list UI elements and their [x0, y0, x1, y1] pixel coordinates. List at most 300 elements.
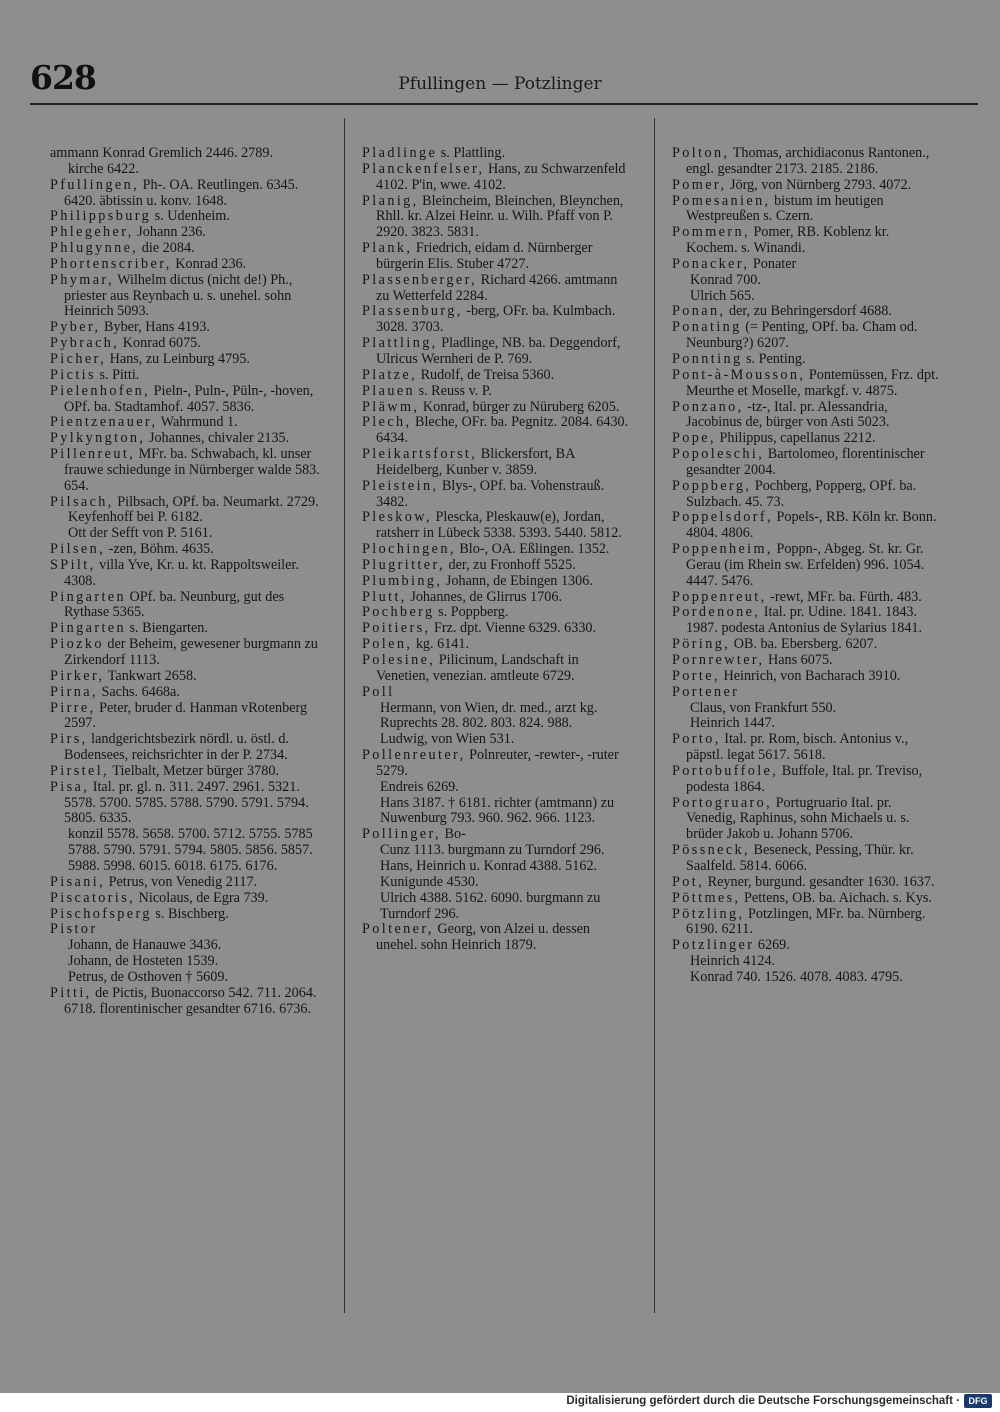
entry-headword: Pilsen,: [50, 541, 106, 558]
entry-text: Poppn-, Abgeg. St. kr. Gr. Gerau (im Rhein sw. Erfelden) 996. 1054. 4447. 5476.: [686, 541, 925, 589]
entry-headword: Pictis: [50, 366, 96, 383]
index-column-2: [362, 146, 634, 954]
index-entry: [672, 875, 944, 891]
entry-text: Petrus, de Osthoven † 5609.: [68, 968, 228, 985]
entry-text: Hans 3187. † 6181. richter (amtmann) zu Nuwenburg 793. 960. 962. 966. 1123.: [380, 794, 615, 827]
entry-text: OPf. ba. Neunburg, gut des Rythase 5365.: [64, 588, 285, 621]
entry-text: s. Penting.: [742, 350, 806, 367]
index-entry: [50, 732, 322, 764]
entry-text: Thomas, archidiaconus Rantonen., engl. gesandter 2173. 2185. 2186.: [686, 145, 930, 177]
entry-text: Bo-: [441, 826, 466, 843]
index-entry: [362, 304, 634, 336]
index-entry: [362, 891, 634, 923]
entry-headword: Poll: [362, 683, 395, 700]
index-entry: [50, 273, 322, 321]
index-entry: [362, 653, 634, 685]
entry-text: Johann, de Hanauwe 3436.: [68, 937, 222, 954]
index-entry: [50, 495, 322, 511]
entry-headword: Pollenreuter,: [362, 747, 466, 764]
index-entry: [672, 194, 944, 226]
entry-text: Johannes, de Glirrus 1706.: [406, 588, 563, 605]
entry-headword: Pordenone,: [672, 604, 761, 621]
entry-headword: Phlugynne,: [50, 240, 139, 257]
entry-text: Blo-, OA. Eßlingen. 1352.: [455, 541, 610, 558]
entry-headword: Ponacker,: [672, 255, 750, 272]
index-entry: [50, 954, 322, 970]
entry-headword: Plugritter,: [362, 556, 445, 573]
index-entry: [50, 162, 322, 178]
index-entry: [362, 510, 634, 542]
entry-headword: Pope,: [672, 430, 716, 447]
index-entry: [362, 146, 634, 162]
index-entry: [50, 542, 322, 558]
entry-headword: Phymar,: [50, 271, 114, 288]
index-entry: [362, 780, 634, 796]
entry-text: Plescka, Pleskauw(e), Jordan, ratsherr in Lübeck 5338. 5393. 5440. 5812.: [376, 509, 622, 542]
index-entry: [672, 447, 944, 479]
entry-text: MFr. ba. Schwabach, kl. unser frauwe schiedunge in Nürnberger walde 583. 654.: [64, 446, 320, 494]
index-entry: [50, 510, 322, 526]
entry-text: Endreis 6269.: [380, 778, 459, 795]
index-entry: [50, 764, 322, 780]
entry-headword: Ponan,: [672, 303, 726, 320]
entry-text: Pochberg, Popperg, OPf. ba. Sulzbach. 45. 73.: [686, 477, 917, 510]
entry-text: Reyner, burgund. gesandter 1630. 1637.: [704, 873, 935, 890]
entry-text: -rewt, MFr. ba. Fürth. 483.: [766, 588, 922, 605]
index-entry: [672, 954, 944, 970]
entry-headword: Pilsach,: [50, 493, 114, 510]
index-entry: [50, 415, 322, 431]
entry-headword: Philippsburg: [50, 208, 152, 225]
entry-text: Petrus, von Venedig 2117.: [105, 873, 258, 890]
entry-text: Pilicinum, Landschaft in Venetien, venezian. amtleute 6729.: [376, 652, 579, 684]
entry-text: der, zu Behringersdorf 4688.: [725, 303, 892, 320]
index-entry: [50, 590, 322, 622]
entry-headword: Plumbing,: [362, 572, 443, 589]
entry-headword: Picher,: [50, 350, 107, 367]
index-entry: [362, 922, 634, 954]
entry-text: Blickersfort, BA Heidelberg, Kunber v. 3859.: [376, 446, 575, 478]
entry-text: Wahrmund 1.: [157, 414, 238, 431]
index-entry: [50, 209, 322, 225]
index-entry: [50, 827, 322, 875]
entry-headword: Polton,: [672, 145, 730, 161]
entry-headword: Pommern,: [672, 224, 750, 241]
entry-text: -berg, OFr. ba. Kulmbach. 3028. 3703.: [376, 303, 616, 336]
entry-text: Cunz 1113. burgmann zu Turndorf 296.: [380, 842, 605, 859]
entry-headword: Ponnting: [672, 350, 743, 367]
entry-text: Polnreuter, -rewter-, -ruter 5279.: [376, 747, 619, 779]
entry-headword: Pössneck,: [672, 842, 750, 859]
index-entry: [362, 336, 634, 368]
entry-text: s. Plattling.: [437, 145, 505, 161]
entry-headword: Plauen: [362, 382, 416, 399]
index-entry: [50, 526, 322, 542]
entry-text: Bartolomeo, florentinischer gesandter 2004.: [686, 446, 925, 478]
index-entry: [362, 701, 634, 733]
entry-text: s. Bischberg.: [151, 905, 229, 922]
entry-headword: Polen,: [362, 636, 413, 653]
index-entry: [672, 590, 944, 606]
entry-headword: Polesine,: [362, 652, 436, 668]
entry-text: de Pictis, Buonaccorso 542. 711. 2064. 6718. florentinischer gesandter 6716. 6736.: [64, 984, 317, 1017]
index-entry: [362, 827, 634, 843]
index-entry: [50, 701, 322, 733]
entry-headword: Pirker,: [50, 667, 105, 684]
entry-headword: Pomesanien,: [672, 192, 771, 209]
index-entry: [672, 542, 944, 590]
entry-headword: Pleikartsforst,: [362, 446, 478, 463]
entry-headword: Pöring,: [672, 636, 731, 653]
index-entry: [50, 431, 322, 447]
entry-text: bistum im heutigen Westpreußen s. Czern.: [686, 192, 884, 225]
entry-text: der, zu Fronhoff 5525.: [444, 556, 576, 573]
entry-headword: Phortenscriber,: [50, 255, 172, 272]
index-entry: [672, 605, 944, 637]
entry-headword: Pistor: [50, 921, 98, 938]
index-entry: [672, 479, 944, 511]
entry-text: 6269.: [754, 937, 790, 954]
index-entry: [50, 637, 322, 669]
entry-text: Claus, von Frankfurt 550.: [690, 699, 837, 716]
index-entry: [672, 701, 944, 717]
index-entry: [362, 447, 634, 479]
entry-headword: Platze,: [362, 366, 418, 383]
index-entry: [672, 669, 944, 685]
entry-text: Kunigunde 4530.: [380, 873, 479, 890]
index-entry: [362, 732, 634, 748]
entry-text: Popels-, RB. Köln kr. Bonn. 4804. 4806.: [686, 509, 937, 542]
index-entry: [672, 304, 944, 320]
index-entry: [50, 384, 322, 416]
index-entry: [672, 257, 944, 273]
index-entry: [362, 162, 634, 194]
entry-text: Johann, de Hosteten 1539.: [68, 953, 219, 970]
entry-headword: Pirre,: [50, 699, 96, 716]
entry-text: Ulrich 4388. 5162. 6090. burgmann zu Turndorf 296.: [380, 889, 601, 922]
entry-text: die 2084.: [138, 240, 195, 257]
entry-headword: Plank,: [362, 240, 413, 257]
index-entry: [672, 289, 944, 305]
entry-text: Hans 6075.: [764, 652, 833, 668]
entry-headword: Piozko: [50, 636, 104, 653]
index-entry: [50, 225, 322, 241]
header-rule: [30, 103, 978, 105]
entry-headword: Pfullingen,: [50, 176, 140, 193]
index-entry: [50, 178, 322, 210]
index-entry: [672, 368, 944, 400]
entry-text: der Beheim, gewesener burgmann zu Zirkendorf 1113.: [64, 636, 318, 668]
index-entry: [362, 590, 634, 606]
entry-text: Ulrich 565.: [690, 287, 755, 304]
index-entry: [362, 558, 634, 574]
entry-text: s. Poppberg.: [434, 604, 509, 621]
entry-headword: Pomer,: [672, 176, 727, 193]
entry-text: Tielbalt, Metzer bürger 3780.: [109, 762, 279, 779]
entry-text: s. Udenheim.: [151, 208, 230, 225]
entry-text: Tankwart 2658.: [104, 667, 197, 684]
footer-credit: Digitalisierung gefördert durch die Deutsche Forschungsgemeinschaft ·: [566, 1395, 960, 1407]
entry-headword: Pirs,: [50, 731, 88, 748]
index-entry: [672, 273, 944, 289]
index-entry: [672, 400, 944, 432]
entry-headword: Popoleschi,: [672, 446, 765, 463]
index-entry: [672, 352, 944, 368]
page-number: 628: [30, 58, 96, 97]
index-entry: [672, 510, 944, 542]
entry-headword: Pladlinge: [362, 145, 438, 161]
entry-headword: Poppenreut,: [672, 588, 767, 605]
index-entry: [362, 194, 634, 242]
entry-headword: Poppenheim,: [672, 541, 773, 558]
entry-text: Beseneck, Pessing, Thür. kr. Saalfeld. 5814. 6066.: [686, 842, 914, 874]
index-entry: [672, 653, 944, 669]
entry-text: (= Penting, OPf. ba. Cham od. Neunburg?) 6207.: [686, 319, 918, 352]
entry-headword: Pitti,: [50, 984, 92, 1001]
entry-text: Philippus, capellanus 2212.: [715, 430, 876, 447]
entry-text: Rudolf, de Treisa 5360.: [417, 366, 555, 383]
index-entry: [362, 415, 634, 447]
entry-headword: Planig,: [362, 192, 419, 209]
entry-text: Peter, bruder d. Hanman vRotenberg 2597.: [64, 699, 308, 732]
entry-headword: Poitiers,: [362, 620, 431, 637]
index-entry: [50, 669, 322, 685]
index-entry: [362, 605, 634, 621]
index-entry: [50, 447, 322, 495]
entry-headword: Pont-à-Mousson,: [672, 366, 806, 383]
index-entry: [50, 352, 322, 368]
entry-text: -zen, Böhm. 4635.: [105, 541, 214, 558]
entry-text: Ludwig, von Wien 531.: [380, 731, 515, 748]
index-entry: [362, 859, 634, 875]
index-entry: [50, 241, 322, 257]
entry-headword: Pylkyngton,: [50, 430, 146, 447]
entry-headword: Ponzano,: [672, 398, 744, 415]
index-entry: [362, 796, 634, 828]
entry-headword: Poppberg,: [672, 477, 752, 494]
entry-headword: Pyber,: [50, 319, 101, 336]
index-entry: [672, 732, 944, 764]
index-entry: [672, 146, 944, 178]
index-entry: [362, 400, 634, 416]
entry-text: Pieln-, Puln-, Püln-, -hoven, OPf. ba. Stadtamhof. 4057. 5836.: [64, 382, 314, 415]
entry-headword: Pybrach,: [50, 335, 120, 352]
index-entry: [362, 875, 634, 891]
index-entry: [50, 907, 322, 923]
entry-headword: Pillenreut,: [50, 446, 136, 463]
entry-headword: Pirna,: [50, 683, 98, 700]
index-entry: [50, 875, 322, 891]
entry-headword: Plochingen,: [362, 541, 456, 558]
entry-headword: Plech,: [362, 414, 412, 431]
index-entry: [362, 241, 634, 273]
entry-headword: Portogruaro,: [672, 794, 773, 811]
index-entry: [362, 574, 634, 590]
dfg-logo-icon: DFG: [964, 1394, 992, 1408]
entry-text: Friedrich, eidam d. Nürnberger bürgerin Elis. Stuber 4727.: [376, 240, 593, 272]
entry-headword: Pischofsperg: [50, 905, 152, 922]
column-divider: [344, 118, 345, 1313]
entry-text: Pontemüssen, Frz. dpt. Meurthe et Moselle, markgf. v. 4875.: [686, 366, 939, 399]
entry-headword: Pornrewter,: [672, 652, 765, 668]
index-entry: [672, 637, 944, 653]
entry-text: -tz-, Ital. pr. Alessandria, Jacobinus de, bürger von Asti 5023.: [686, 398, 890, 431]
index-entry: [50, 368, 322, 384]
index-entry: [672, 938, 944, 954]
entry-text: Ph-. OA. Reutlingen. 6345. 6420. äbtissin u. konv. 1648.: [64, 176, 299, 209]
entry-text: Johann 236.: [133, 224, 206, 241]
entry-headword: Piscatoris,: [50, 889, 136, 906]
running-head: Pfullingen — Potzlinger: [398, 74, 602, 94]
entry-headword: Portobuffole,: [672, 762, 779, 779]
entry-text: Johann, de Ebingen 1306.: [442, 572, 593, 589]
entry-text: Bleincheim, Bleinchen, Bleynchen, Rhll. kr. Alzei Heinr. u. Wilh. Pfaff von P. 2920. 3823. 5831.: [376, 192, 624, 241]
index-column-3: [672, 146, 944, 986]
index-entry: [672, 764, 944, 796]
entry-headword: Portener: [672, 683, 740, 700]
index-entry: [672, 907, 944, 939]
entry-headword: Pochberg: [362, 604, 435, 621]
index-entry: [50, 146, 322, 162]
entry-headword: Potzlinger: [672, 937, 755, 954]
entry-headword: Plassenberger,: [362, 271, 478, 288]
entry-text: kg. 6141.: [412, 636, 470, 653]
index-entry: [672, 178, 944, 194]
index-entry: [50, 986, 322, 1018]
index-entry: [362, 685, 634, 701]
index-entry: [672, 970, 944, 986]
index-entry: [672, 685, 944, 701]
entry-headword: Pientzenauer,: [50, 414, 158, 431]
entry-text: Hans, zu Schwarzenfeld 4102. P'in, wwe. 4102.: [376, 160, 626, 193]
index-entry: [50, 891, 322, 907]
entry-text: Hermann, von Wien, dr. med., arzt kg. Ruprechts 28. 802. 803. 824. 988.: [380, 699, 598, 732]
entry-text: Nicolaus, de Egra 739.: [135, 889, 269, 906]
entry-text: Heinrich 4124.: [690, 953, 776, 970]
index-entry: [50, 336, 322, 352]
entry-text: konzil 5578. 5658. 5700. 5712. 5755. 5785 5788. 5790. 5791. 5794. 5805. 5856. 5857. 5988. 5998. 6015. 6018. 6175. 6176.: [68, 826, 313, 874]
entry-headword: Ponating: [672, 319, 742, 336]
index-entry: [50, 780, 322, 828]
index-entry: [362, 621, 634, 637]
index-entry: [362, 843, 634, 859]
entry-headword: Plutt,: [362, 588, 407, 605]
entry-text: Ital. pr. Rom, bisch. Antonius v., päpstl. legat 5617. 5618.: [686, 731, 909, 764]
entry-text: Ponater: [749, 255, 797, 272]
entry-text: Ital. pr. gl. n. 311. 2497. 2961. 5321. 5578. 5700. 5785. 5788. 5790. 5791. 5794. 5805. 6335.: [64, 778, 309, 827]
index-entry: [50, 685, 322, 701]
index-entry: [362, 542, 634, 558]
entry-headword: Pollinger,: [362, 826, 441, 843]
entry-text: Konrad 6075.: [119, 335, 201, 352]
entry-headword: Planckenfelser,: [362, 160, 485, 177]
entry-headword: Pleistein,: [362, 477, 439, 494]
index-entry: [50, 621, 322, 637]
entry-headword: SPilt,: [50, 556, 96, 573]
index-entry: [672, 431, 944, 447]
index-entry: [362, 748, 634, 780]
entry-text: kirche 6422.: [68, 160, 139, 177]
entry-text: Blys-, OPf. ba. Vohenstrauß. 3482.: [376, 477, 605, 510]
entry-text: Heinrich 1447.: [690, 715, 776, 732]
entry-text: Keyfenhoff bei P. 6182.: [68, 509, 203, 526]
index-column-1: [50, 146, 322, 1017]
entry-text: s. Reuss v. P.: [415, 382, 492, 399]
index-entry: [672, 716, 944, 732]
entry-text: Ott der Sefft von P. 5161.: [68, 525, 213, 542]
entry-text: s. Biengarten.: [125, 620, 208, 637]
entry-text: Buffole, Ital. pr. Treviso, podesta 1864.: [686, 762, 923, 795]
entry-text: Pettens, OB. ba. Aichach. s. Kys.: [740, 889, 932, 906]
entry-text: Hans, zu Leinburg 4795.: [106, 350, 250, 367]
entry-text: Byber, Hans 4193.: [100, 319, 210, 336]
entry-text: Jörg, von Nürnberg 2793. 4072.: [726, 176, 912, 193]
entry-text: Konrad 236.: [171, 255, 247, 272]
entry-text: Frz. dpt. Vienne 6329. 6330.: [430, 620, 597, 637]
entry-headword: Pisani,: [50, 873, 106, 890]
entry-text: Hans, Heinrich u. Konrad 4388. 5162.: [380, 857, 598, 874]
entry-text: Portugruario Ital. pr. Venedig, Raphinus, sohn Michaels u. s. brüder Jakob u. Johann 5706.: [686, 794, 910, 843]
entry-text: Potzlingen, MFr. ba. Nürnberg. 6190. 6211.: [686, 905, 926, 938]
index-entry: [50, 922, 322, 938]
entry-headword: Plassenburg,: [362, 303, 463, 320]
entry-text: Johannes, chivaler 2135.: [145, 430, 290, 447]
index-entry: [50, 970, 322, 986]
index-entry: [50, 558, 322, 590]
entry-text: Konrad 700.: [690, 271, 761, 288]
index-entry: [362, 637, 634, 653]
index-entry: [362, 384, 634, 400]
entry-headword: Pot,: [672, 873, 705, 890]
entry-headword: Pingarten: [50, 620, 126, 637]
entry-headword: Porto,: [672, 731, 721, 748]
entry-headword: Pielenhofen,: [50, 382, 151, 399]
entry-headword: Pläwm,: [362, 398, 420, 415]
entry-text: Wilhelm dictus (nicht de!) Ph., priester aus Reynbach u. s. unehel. sohn Heinrich 5093.: [64, 271, 293, 320]
entry-text: Georg, von Alzei u. dessen unehel. sohn Heinrich 1879.: [376, 921, 591, 954]
entry-headword: Pleskow,: [362, 509, 432, 526]
entry-headword: Pisa,: [50, 778, 90, 795]
column-divider: [654, 118, 655, 1313]
entry-headword: Poppelsdorf,: [672, 509, 773, 526]
entry-text: Pilbsach, OPf. ba. Neumarkt. 2729.: [113, 493, 319, 510]
entry-text: Ital. pr. Udine. 1841. 1843. 1987. podesta Antonius de Sylarius 1841.: [686, 604, 923, 637]
index-entry: [50, 320, 322, 336]
index-entry: [50, 938, 322, 954]
entry-text: ammann Konrad Gremlich 2446. 2789.: [50, 145, 274, 161]
index-entry: [672, 843, 944, 875]
entry-text: Pomer, RB. Koblenz kr. Kochem. s. Winandi.: [686, 224, 890, 257]
entry-text: Konrad, bürger zu Nüruberg 6205.: [419, 398, 620, 415]
entry-text: Heinrich, von Bacharach 3910.: [719, 667, 901, 684]
entry-text: s. Pitti.: [95, 366, 140, 383]
index-entry: [362, 368, 634, 384]
entry-text: landgerichtsbezirk nördl. u. östl. d. Bodensees, reichsrichter in der P. 2734.: [64, 731, 289, 764]
entry-text: villa Yve, Kr. u. kt. Rappoltsweiler. 4308.: [64, 556, 299, 589]
entry-text: Richard 4266. amtmann zu Wetterfeld 2284.: [376, 271, 618, 304]
index-entry: [362, 479, 634, 511]
entry-headword: Pötzling,: [672, 905, 745, 922]
entry-headword: Pirstel,: [50, 762, 110, 779]
entry-text: Pladlinge, NB. ba. Deggendorf, Ulricus Wernheri de P. 769.: [376, 335, 621, 367]
entry-text: Konrad 740. 1526. 4078. 4083. 4795.: [690, 968, 903, 985]
index-entry: [362, 273, 634, 305]
entry-text: OB. ba. Ebersberg. 6207.: [730, 636, 878, 653]
entry-headword: Phlegeher,: [50, 224, 134, 241]
entry-headword: Plattling,: [362, 335, 438, 352]
entry-text: Sachs. 6468a.: [97, 683, 180, 700]
entry-headword: Pingarten: [50, 588, 126, 605]
